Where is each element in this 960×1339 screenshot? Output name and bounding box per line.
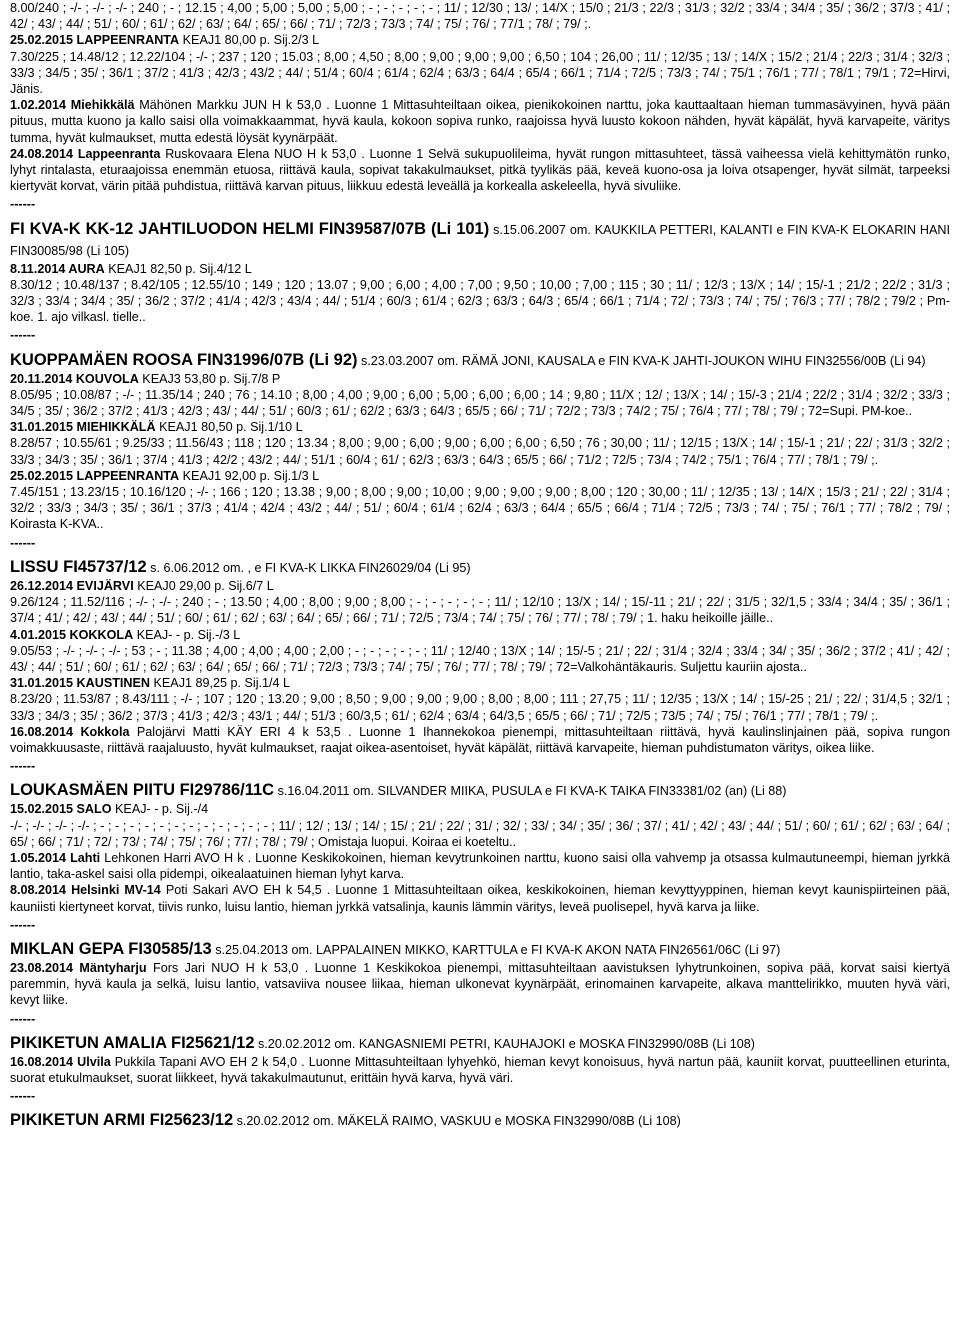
show-critique (10, 146, 950, 195)
show-date-place: 1.02.2014 Miehikkälä (10, 98, 135, 113)
show-text: Poti Sakari AVO EH k 54,5 . Luonne 1 Mittasuhteiltaan oikea, keskikokoinen, hieman kevyttyyppinen, hieman kevyt kaunispiirteinen pää, kauniisti kiertyneet korvat, tiivis runko, luisu lantio, hieman jyrkkä vatsalinja, kaunis lämmin väritys, leveä puolisepel, hyvä karva ja liike. (10, 883, 951, 914)
trial-date-place: 4.01.2015 KOKKOLA (10, 627, 134, 642)
result-scores: 7.30/225 ; 14.48/12 ; 12.22/104 ; -/- ; 237 ; 120 ; 15.03 ; 8,00 ; 4,50 ; 8,00 ; 9,00 ; 9,00 ; 9,00 ; 6,50 ; 104 ; 26,00 ; 11/ ; 12/35 ; 13/ ; 14/X ; 15/2 ; 21/4 ; 22/3 ; 31/4 ; 32/3 ; 33/3 ; 34/5 ; 35/ ; 36/1 ; 37/2 ; 41/3 ; 42/3 ; 43/2 ; 44/ ; 51/4 ; 60/4 ; 61/4 ; 62/4 ; 63/3 ; 64/4 ; 65/4 ; 66/1 ; 71/4 ; 72/5 ; 73/3 ; 74/ ; 75/1 ; 76/1 ; 77/ ; 78/1 ; 79/1 ; 72=Hirvi, Jänis. (10, 49, 950, 97)
trial-date-place: 26.12.2014 EVIJÄRVI (10, 578, 134, 593)
separator: ------ (10, 759, 36, 774)
trial-line (10, 627, 950, 643)
result-scores: 8.28/57 ; 10.55/61 ; 9.25/33 ; 11.56/43 ; 118 ; 120 ; 13.34 ; 8,00 ; 9,00 ; 6,00 ; 9,00 ; 6,00 ; 6,00 ; 6,50 ; 76 ; 30,00 ; 11/ ; 12/15 ; 13/X ; 14/ ; 15/-1 ; 21/ ; 22/ ; 31/3 ; 32/2 ; 33/3 ; 34/3 ; 35/ ; 36/1 ; 37/4 ; 41/3 ; 42/2 ; 43/2 ; 44/ ; 51/1 ; 60/4 ; 61/ ; 62/3 ; 63/3 ; 64/3 ; 65/5 ; 66/ ; 71/2 ; 72/5 ; 73/4 ; 74/2 ; 75/1 ; 76/4 ; 77/ ; 78/1 ; 79/ ;. (10, 436, 950, 467)
dog-pedigree: s.23.03.2007 om. RÄMÄ JONI, KAUSALA e FIN KVA-K JAHTI-JOUKON WIHU FIN32556/00B (Li 94) (357, 353, 926, 368)
show-date-place: 23.08.2014 Mäntyharju (10, 960, 147, 975)
show-date-place: 1.05.2014 Lahti (10, 850, 101, 865)
show-critique (10, 1054, 950, 1086)
show-text: Palojärvi Matti KÄY ERI 4 k 53,5 . Luonne 1 Ihannekokoa pienempi, mittasuhteiltaan riittävä, hyvä kaulinslinjainen pää, sopiva rungon voimakkuusaste, riittävä raajaluusto, hyvät kulmaukset, raajat oikea-asentoiset, hyvät käpälät, riittävä karvapeite, hieman puhdistumaton väritys, oikea liike. (10, 724, 950, 755)
trial-result: KEAJ1 92,00 p. Sij.1/3 L (179, 468, 320, 483)
trial-result: KEAJ1 80,00 p. Sij.2/3 L (179, 33, 320, 48)
trial-result: KEAJ0 29,00 p. Sij.6/7 L (133, 578, 274, 593)
show-text: Mähönen Markku JUN H k 53,0 . Luonne 1 Mittasuhteiltaan oikea, pienikokoinen narttu, joka kauttaaltaan hieman tummasävyinen, hyvä pään pituus, mutta kuono ja kallo saisi olla voimakkaammat, hyvä kaula, kokoon sopiva runko, raajoissa hyvä luusto kokoon nähden, hyvät käpälät, hyvä karvapeite, väritys tumma, hyvät kulmaukset, mutta edestä löysät kyynärpäät. (10, 98, 950, 145)
trial-result: KEAJ1 80,50 p. Sij.1/10 L (155, 420, 303, 435)
trial-line (10, 578, 950, 594)
result-scores: 9.26/124 ; 11.52/116 ; -/- ; -/- ; 240 ; - ; 13.50 ; 4,00 ; 8,00 ; 9,00 ; 8,00 ; - ; - ; - ; - ; - ; 11/ ; 12/10 ; 13/X ; 14/ ; 15/-11 ; 21/ ; 22/ ; 31/5 ; 32/1,5 ; 33/4 ; 34/4 ; 35/ ; 36/1 ; 37/4 ; 41/ ; 42/ ; 43/ ; 44/ ; 51/ ; 60/ ; 61/ ; 62/ ; 63/ ; 64/ ; 65/ ; 66/ ; 71/ ; 72/5 ; 73/4 ; 74/ ; 75/ ; 76/ ; 77/ ; 78/ ; 79/ ; 1. haku heikoille jäille.. (10, 595, 950, 626)
trial-line (10, 419, 950, 435)
dog-name: KUOPPAMÄEN ROOSA FIN31996/07B (Li 92) (10, 350, 358, 369)
separator: ------ (10, 197, 36, 212)
dog-heading (10, 939, 950, 960)
result-scores: -/- ; -/- ; -/- ; -/- ; - ; - ; - ; - ; - ; - ; - ; - ; - ; - ; - ; - ; 11/ ; 12/ ; 13/ ; 14/ ; 15/ ; 21/ ; 22/ ; 31/ ; 32/ ; 33/ ; 34/ ; 35/ ; 36/ ; 37/ ; 41/ ; 42/ ; 43/ ; 44/ ; 51/ ; 60/ ; 61/ ; 62/ ; 63/ ; 64/ ; 65/ ; 66/ ; 71/ ; 72/ ; 73/ ; 74/ ; 75/ ; 76/ ; 77/ ; 78/ ; 79/ ; Omistaja luopui. Koiraa ei koeteltu.. (10, 818, 950, 849)
dog-heading (10, 350, 950, 371)
dog-heading (10, 780, 950, 801)
trial-date-place: 31.01.2015 MIEHIKKÄLÄ (10, 420, 156, 435)
trial-line (10, 32, 950, 48)
dog-pedigree: s.20.02.2012 om. KANGASNIEMI PETRI, KAUHAJOKI e MOSKA FIN32990/08B (Li 108) (254, 1036, 755, 1051)
result-scores: 8.23/20 ; 11.53/87 ; 8.43/111 ; -/- ; 107 ; 120 ; 13.20 ; 9,00 ; 8,50 ; 9,00 ; 9,00 ; 9,00 ; 8,00 ; 8,00 ; 111 ; 27,75 ; 11/ ; 12/35 ; 13/X ; 14/ ; 15/-25 ; 21/ ; 22/ ; 31/4,5 ; 32/1 ; 33/3 ; 34/3 ; 35/ ; 36/2 ; 37/3 ; 41/3 ; 42/3 ; 43/1 ; 44/ ; 51/3 ; 60/3,5 ; 61/ ; 62/4 ; 63/4 ; 64/3,5 ; 65/5 ; 66/ ; 71/ ; 72/5 ; 73/5 ; 74/ ; 75/ ; 76/1 ; 77/ ; 78/1 ; 79/ ;. (10, 692, 950, 723)
separator: ------ (10, 328, 36, 343)
trial-result: KEAJ1 82,50 p. Sij.4/12 L (104, 261, 252, 276)
trial-line (10, 801, 950, 817)
show-text: Lehkonen Harri AVO H k . Luonne Keskikokoinen, hieman kevytrunkoinen narttu, kuono saisi olla vahvemp ja otsassa kulmautuneempi, hieman jyrkkä lantio, taka-askel saisi olla pidempi, oikealaatuinen hieman lyhyt karva. (10, 850, 951, 882)
trial-line (10, 468, 950, 484)
dog-pedigree: s. 6.06.2012 om. , e FI KVA-K LIKKA FIN26029/04 (Li 95) (146, 560, 471, 575)
trial-result: KEAJ1 89,25 p. Sij.1/4 L (150, 676, 291, 691)
trial-result: KEAJ3 53,80 p. Sij.7/8 P (138, 371, 281, 386)
dog-name: PIKIKETUN AMALIA FI25621/12 (10, 1033, 255, 1052)
trial-date-place: 8.11.2014 AURA (10, 261, 105, 276)
separator: ------ (10, 917, 36, 932)
dog-name: PIKIKETUN ARMI FI25623/12 (10, 1111, 234, 1130)
show-date-place: 16.08.2014 Ulvila (10, 1054, 111, 1069)
show-text: Ruskovaara Elena NUO H k 53,0 . Luonne 1 Selvä sukupuolileima, hyvät rungon mittasuhteet, tässä vaiheessa vielä kehittymätön runko, lyhyt rintalasta, eturaajoissa enemmän etuosa, riittävä kaula, sopivat takakulmaukset, pitkä tyylikäs pää, keveä kuono-osa ja loiva otsapenger, hyvät silmät, tarpeeksi kiertyvät korvat, värin pitää puhdistua, riittävä karvan pituus, liikkuu edestä leveällä ja korkealla askeleella, hyvä sivuliike. (10, 146, 951, 194)
dog-name: MIKLAN GEPA FI30585/13 (10, 939, 212, 958)
show-text: Fors Jari NUO H k 53,0 . Luonne 1 Keskikokoa pienempi, mittasuhteiltaan aavistuksen lyhytrunkoinen, sopiva pää, korvat saisi kiertyä paremmin, hyvä kaula ja selkä, luisu lantio, vatsaviiva nousee liikaa, hieman ulkonevat kyynärpäät, erinomainen karvapeite, alkava manttelirikko, muuten hyvä väri, kevyt liike. (10, 960, 950, 1008)
trial-date-place: 31.01.2015 KAUSTINEN (10, 676, 150, 691)
dog-heading (10, 1033, 950, 1054)
dog-pedigree: s.15.06.2007 om. KAUKKILA PETTERI, KALANTI e FIN KVA-K ELOKARIN HANI FIN30085/98 (Li 105) (10, 222, 950, 258)
result-scores: 8.30/12 ; 10.48/137 ; 8.42/105 ; 12.55/10 ; 149 ; 120 ; 13.07 ; 9,00 ; 6,00 ; 4,00 ; 7,00 ; 9,50 ; 10,00 ; 7,00 ; 115 ; 30 ; 11/ ; 12/3 ; 13/X ; 14/ ; 15/-1 ; 21/2 ; 22/2 ; 31/3 ; 32/3 ; 33/4 ; 34/4 ; 35/ ; 36/2 ; 37/2 ; 41/4 ; 42/3 ; 43/4 ; 44/ ; 51/4 ; 60/3 ; 61/4 ; 62/3 ; 63/3 ; 64/3 ; 65/4 ; 66/1 ; 71/4 ; 72/ ; 73/3 ; 74/ ; 75/ ; 76/3 ; 77/ ; 78/2 ; 79/2 ; Pm-koe. 1. ajo vilkasl. tielle.. (10, 277, 950, 325)
trial-line (10, 261, 950, 277)
separator: ------ (10, 1089, 36, 1104)
show-critique (10, 724, 950, 756)
trial-result: KEAJ- - p. Sij.-/4 (111, 802, 209, 817)
trial-date-place: 15.02.2015 SALO (10, 802, 112, 817)
dog-heading (10, 1110, 950, 1131)
dog-pedigree: s.16.04.2011 om. SILVANDER MIIKA, PUSULA e FI KVA-K TAIKA FIN33381/02 (an) (Li 88) (274, 784, 787, 799)
result-scores: 7.45/151 ; 13.23/15 ; 10.16/120 ; -/- ; 166 ; 120 ; 13.38 ; 9,00 ; 8,00 ; 9,00 ; 10,00 ; 9,00 ; 9,00 ; 9,00 ; 8,00 ; 120 ; 30,00 ; 11/ ; 12/35 ; 13/ ; 14/X ; 15/3 ; 21/ ; 22/ ; 31/4 ; 32/2 ; 33/3 ; 34/3 ; 35/ ; 36/1 ; 37/3 ; 41/4 ; 42/4 ; 43/2 ; 44/ ; 51/ ; 60/4 ; 61/4 ; 62/4 ; 63/3 ; 64/4 ; 65/5 ; 66/4 ; 71/4 ; 72/5 ; 73/3 ; 74/ ; 75/ ; 76/1 ; 77/ ; 78/2 ; 79/ ; Koirasta K-KVA.. (10, 485, 950, 532)
dog-name: LOUKASMÄEN PIITU FI29786/11C (10, 781, 275, 800)
result-scores: 9.05/53 ; -/- ; -/- ; -/- ; 53 ; - ; 11.38 ; 4,00 ; 4,00 ; 4,00 ; 2,00 ; - ; - ; - ; - ; - ; 11/ ; 12/40 ; 13/X ; 14/ ; 15/-5 ; 21/ ; 22/ ; 31/4 ; 32/4 ; 33/4 ; 34/ ; 35/ ; 36/2 ; 37/2 ; 41/ ; 42/ ; 43/ ; 44/ ; 51/ ; 60/ ; 61/ ; 62/ ; 63/ ; 64/ ; 65/ ; 66/ ; 71/ ; 72/3 ; 73/3 ; 74/ ; 75/ ; 76/ ; 77/ ; 78/ ; 79/ ; 72=Valkohäntäkauris. Suljettu kauriin ajosta.. (10, 643, 950, 674)
show-date-place: 8.08.2014 Helsinki MV-14 (10, 883, 161, 898)
show-critique (10, 97, 950, 146)
trial-date-place: 25.02.2015 LAPPEENRANTA (10, 33, 180, 48)
separator: ------ (10, 1011, 36, 1026)
show-date-place: 16.08.2014 Kokkola (10, 724, 130, 739)
dog-name: FI KVA-K KK-12 JAHTILUODON HELMI FIN39587/07B (Li 101) (10, 219, 490, 238)
dog-heading (10, 557, 950, 578)
show-critique (10, 850, 950, 882)
show-critique (10, 960, 950, 1009)
show-text: Pukkila Tapani AVO EH 2 k 54,0 . Luonne Mittasuhteiltaan lyhyehkö, hieman kevyt konoisuus, hyvä nartun pää, kauniit korvat, puutteellinen eturinta, suorat etukulmaukset, suorat liikkeet, hyvä takakulmautunut, erittäin hyvä karva, hyvä väri. (10, 1054, 950, 1085)
dog-pedigree: s.20.02.2012 om. MÄKELÄ RAIMO, VASKUU e MOSKA FIN32990/08B (Li 108) (233, 1114, 681, 1129)
dog-name: LISSU FI45737/12 (10, 557, 147, 576)
show-critique (10, 882, 950, 914)
show-date-place: 24.08.2014 Lappeenranta (10, 146, 161, 161)
separator: ------ (10, 535, 36, 550)
trial-date-place: 25.02.2015 LAPPEENRANTA (10, 468, 180, 483)
dog-heading (10, 219, 950, 261)
trial-line (10, 371, 950, 387)
trial-date-place: 20.11.2014 KOUVOLA (10, 371, 139, 386)
result-scores: 8.00/240 ; -/- ; -/- ; -/- ; 240 ; - ; 12.15 ; 4,00 ; 5,00 ; 5,00 ; 5,00 ; - ; - ; - ; - ; - ; 11/ ; 12/30 ; 13/ ; 14/X ; 15/0 ; 21/3 ; 22/3 ; 31/3 ; 32/2 ; 33/4 ; 34/4 ; 35/ ; 36/2 ; 37/3 ; 41/ ; 42/ ; 43/ ; 44/ ; 51/ ; 60/ ; 61/ ; 62/ ; 63/ ; 64/ ; 65/ ; 66/ ; 71/ ; 72/3 ; 73/3 ; 74/ ; 75/ ; 76/ ; 77/1 ; 78/ ; 79/ ;. (10, 1, 950, 32)
trial-line (10, 675, 950, 691)
dog-pedigree: s.25.04.2013 om. LAPPALAINEN MIKKO, KARTTULA e FI KVA-K AKON NATA FIN26561/06C (Li 97) (211, 942, 781, 957)
result-scores: 8.05/95 ; 10.08/87 ; -/- ; 11.35/14 ; 240 ; 76 ; 14.10 ; 8,00 ; 4,00 ; 9,00 ; 6,00 ; 5,00 ; 6,00 ; 6,00 ; 14 ; 9,80 ; 11/X ; 12/ ; 13/X ; 14/ ; 15/-3 ; 21/4 ; 22/2 ; 31/4 ; 32/2 ; 33/3 ; 34/5 ; 35/ ; 36/2 ; 37/2 ; 41/3 ; 42/3 ; 43/ ; 44/ ; 51/ ; 60/3 ; 61/ ; 62/2 ; 63/3 ; 64/3 ; 65/5 ; 66/ ; 71/ ; 72/2 ; 73/3 ; 74/2 ; 75/ ; 76/4 ; 77/ ; 78/ ; 79/ ; 72=Supi. PM-koe.. (10, 387, 950, 419)
trial-result: KEAJ- - p. Sij.-/3 L (133, 627, 241, 642)
